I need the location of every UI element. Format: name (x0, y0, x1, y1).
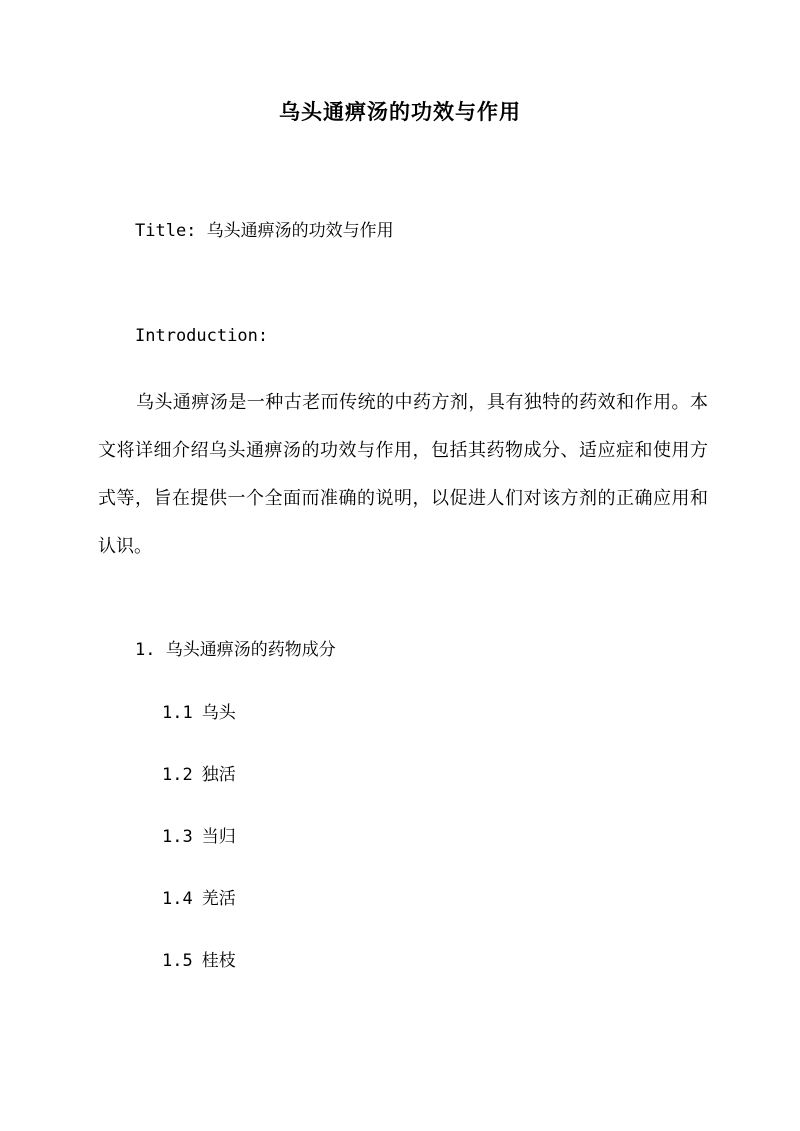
ingredient-list (162, 700, 236, 1010)
list-item (162, 886, 236, 948)
list-item-number: 1.1 (162, 703, 193, 723)
list-item-number: 1.5 (162, 951, 193, 971)
section-heading-ingredients: 1. 乌头通痹汤的药物成分 (135, 640, 336, 660)
list-item-label: 当归 (201, 827, 236, 847)
introduction-paragraph: 乌头通痹汤是一种古老而传统的中药方剂，具有独特的药效和作用。本文将详细介绍乌头通痹汤的功效与作用，包括其药物成分、适应症和使用方式等，旨在提供一个全面而准确的说明，以促进人们对该方剂的正确应用和认识。 (98, 392, 708, 557)
introduction-label: Introduction: (135, 326, 269, 346)
list-item (162, 824, 236, 886)
document-heading: 乌头通痹汤的功效与作用 (279, 99, 521, 124)
list-item-label: 乌头 (201, 703, 236, 723)
list-item-number: 1.4 (162, 889, 193, 909)
list-item-label: 独活 (201, 765, 236, 785)
list-item-label: 桂枝 (201, 951, 236, 971)
list-item (162, 948, 236, 1010)
list-item (162, 762, 236, 824)
list-item-label: 羌活 (201, 889, 236, 909)
list-item-number: 1.2 (162, 765, 193, 785)
list-item-number: 1.3 (162, 827, 193, 847)
list-item (162, 700, 236, 762)
title-line: Title: 乌头通痹汤的功效与作用 (135, 221, 394, 241)
